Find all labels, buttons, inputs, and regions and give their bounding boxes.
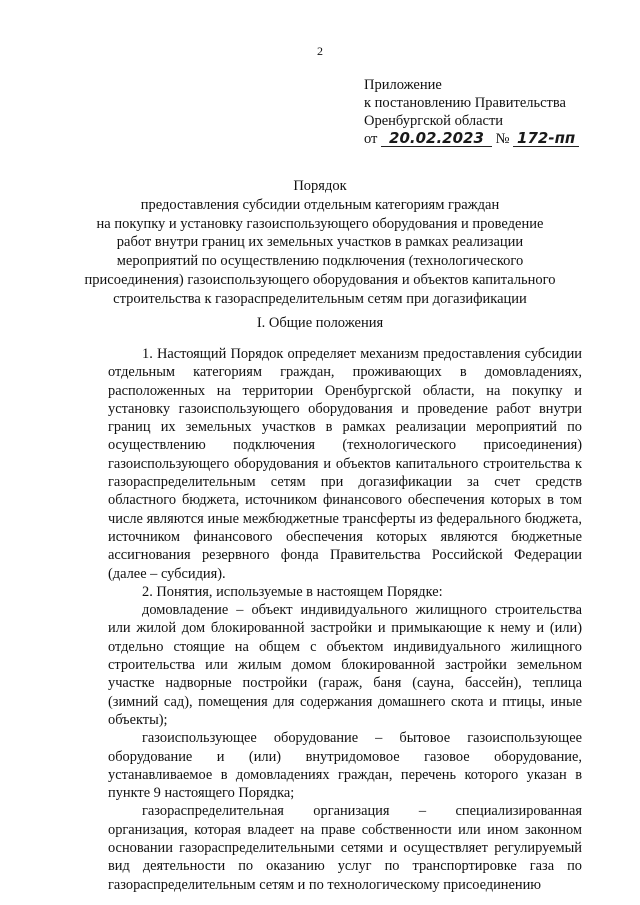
- appendix-line-3: Оренбургской области: [364, 113, 504, 129]
- document-title: [0, 177, 640, 309]
- title-heading: Порядок: [293, 178, 347, 194]
- title-line-3: работ внутри границ их земельных участков в рамках реализации: [116, 234, 524, 251]
- definition-gas-equipment: газоиспользующее оборудование – бытовое газоиспользующее оборудование и (или) внутридомовое газовое оборудование, устанавливаемое в домовладениях граждан, перечень которого указан в пункте 9 настоящего Порядка;: [108, 730, 582, 802]
- document-body: [108, 345, 582, 893]
- title-line-2: на покупку и установку газоиспользующего оборудования и проведение: [96, 215, 544, 232]
- handwritten-number: 172-пп: [513, 130, 579, 147]
- definition-household: домовладение – объект индивидуального жилищного строительства или жилой дом блокированной застройки и примыкающие к нему и (или) отдельно стоящие на общем с объектом индивидуального жилищного строительства или жилым домом блокированной застройки земельном участке надворные постройки (гараж, баня (сауна, бассейн), теплица (зимний сад), помещения для содержания домашнего скота и птицы, иные объекты);: [108, 602, 582, 728]
- page-number: 2: [317, 44, 323, 58]
- handwritten-date: 20.02.2023: [381, 130, 492, 147]
- title-line-1: предоставления субсидии отдельным категориям граждан: [140, 196, 500, 213]
- appendix-line-2: к постановлению Правительства: [364, 95, 566, 111]
- definition-gas-distribution-org: газораспределительная организация – специализированная организация, которая владеет на праве собственности или ином законном основании газораспределительными сетями и осуществляет регулируемый вид деятельности по оказанию услуг по транспортировке газа по газораспределительным сетям и по технологическому присоединению: [108, 803, 582, 893]
- number-label: №: [495, 131, 510, 147]
- paragraph-2: 2. Понятия, используемые в настоящем Порядке:: [142, 583, 443, 600]
- title-line-5: присоединения) газоиспользующего оборудования и объектов капитального: [84, 271, 556, 288]
- from-label: от: [364, 131, 378, 147]
- paragraph-1: 1. Настоящий Порядок определяет механизм предоставления субсидии отдельным категориям граждан, проживающих в домовладениях, расположенных на территории Оренбургской области, на покупку и установку газоиспользующего оборудования и проведение работ внутри границ их земельных участков в рамках реализации мероприятий по осуществлению подключения (технологического присоединения) газоиспользующего оборудования и объектов капитального строительства к газораспределительным сетям при догазификации за счет средств областного бюджета, источником финансового обеспечения которых в том числе являются иные межбюджетные трансферты из федерального бюджета, источником финансового обеспечения которых являются бюджетные ассигнования резервного фонда Правительства Российской Федерации (далее – субсидия).: [108, 346, 582, 582]
- section-heading: I. Общие положения: [256, 315, 384, 331]
- appendix-block: [364, 76, 579, 148]
- appendix-date-line: [364, 130, 579, 148]
- title-line-6: строительства к газораспределительным сетям при догазификации: [113, 290, 527, 307]
- title-line-4: мероприятий по осуществлению подключения (технологического: [116, 253, 524, 270]
- appendix-line-1: Приложение: [364, 77, 442, 93]
